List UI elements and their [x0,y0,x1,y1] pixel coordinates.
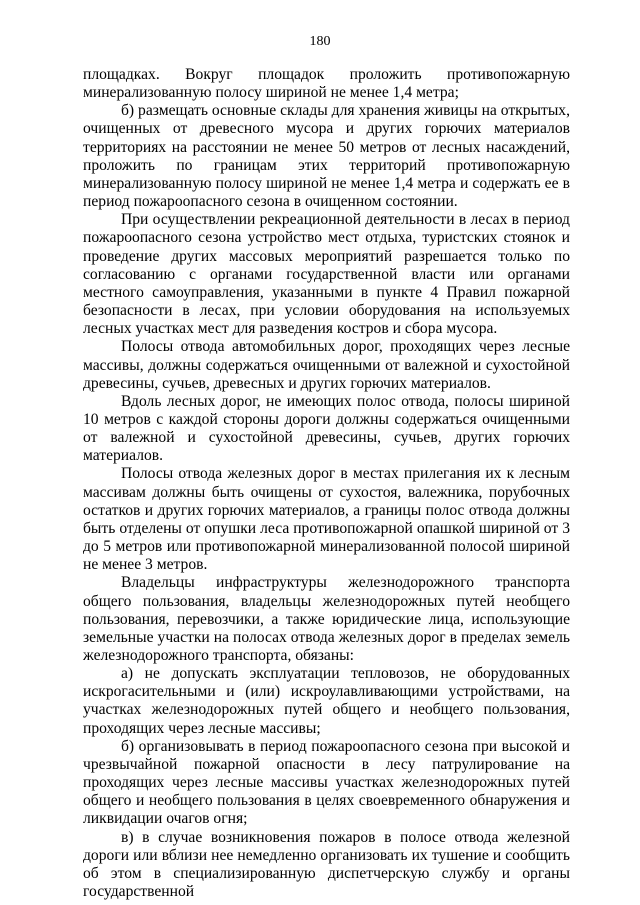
paragraph-forest-roads: Вдоль лесных дорог, не имеющих полос отвода, полосы шириной 10 метров с каждой стороны дороги должны содержаться очищенными от валежной и сухостойной древесины, сучьев, других горючих материалов. [83,392,570,465]
body-text [83,66,570,901]
paragraph-continuation: площадках. Вокруг площадок проложить противопожарную минерализованную полосу шириной не менее 1,4 метра; [83,66,570,102]
paragraph-road-strips: Полосы отвода автомобильных дорог, проходящих через лесные массивы, должны содержаться очищенными от валежной и сухостойной древесины, сучьев, древесных и других горючих материалов. [83,338,570,392]
page-number: 180 [309,34,331,49]
paragraph-item-v-fire-response: в) в случае возникновения пожаров в полосе отвода железной дороги или вблизи нее немедленно организовать их тушение и сообщить об этом в специализированную диспетчерскую службу и органы государственной [83,828,570,901]
paragraph-item-a-locomotives: а) не допускать эксплуатации тепловозов, не оборудованных искрогасительными и (или) искроулавливающими устройствами, на участках железнодорожных путей общего и необщего пользования, проходящих через лесные массивы; [83,665,570,737]
paragraph-recreation: При осуществлении рекреационной деятельности в лесах в период пожароопасного сезона устройство мест отдыха, туристских стоянок и проведение других массовых мероприятий разрешается только по согласованию с органами государственной власти или органами местного самоуправления, указанными в пункте 4 Правил пожарной безопасности в лесах, при условии оборудования на используемых лесных участках мест для разведения костров и сбора мусора. [83,211,570,338]
paragraph-item-b-patrol: б) организовывать в период пожароопасного сезона при высокой и чрезвычайной пожарной опасности в лесу патрулирование на проходящих через лесные массивы участках железнодорожных путей общего и необщего пользования в целях своевременного обнаружения и ликвидации очагов огня; [83,737,570,828]
paragraph-railway-strips: Полосы отвода железных дорог в местах прилегания их к лесным массивам должны быть очищены от сухостоя, валежника, порубочных остатков и других горючих материалов, а границы полос отвода должны быть отделены от опушки леса противопожарной опашкой шириной от 3 до 5 метров или противопожарной минерализованной полосой шириной не менее 3 метров. [83,465,570,574]
paragraph-railway-owners: Владельцы инфраструктуры железнодорожного транспорта общего пользования, владельцы железнодорожных путей необщего пользования, перевозчики, а также юридические лица, использующие земельные участки на полосах отвода железных дорог в пределах земель железнодорожного транспорта, обязаны: [83,574,570,664]
paragraph-item-b-warehouses: б) размещать основные склады для хранения живицы на открытых, очищенных от древесного мусора и других горючих материалов территориях на расстоянии не менее 50 метров от лесных насаждений, проложить по границам этих территорий противопожарную минерализованную полосу шириной не менее 1,4 метра и содержать ее в период пожароопасного сезона в очищенном состоянии. [83,102,570,211]
